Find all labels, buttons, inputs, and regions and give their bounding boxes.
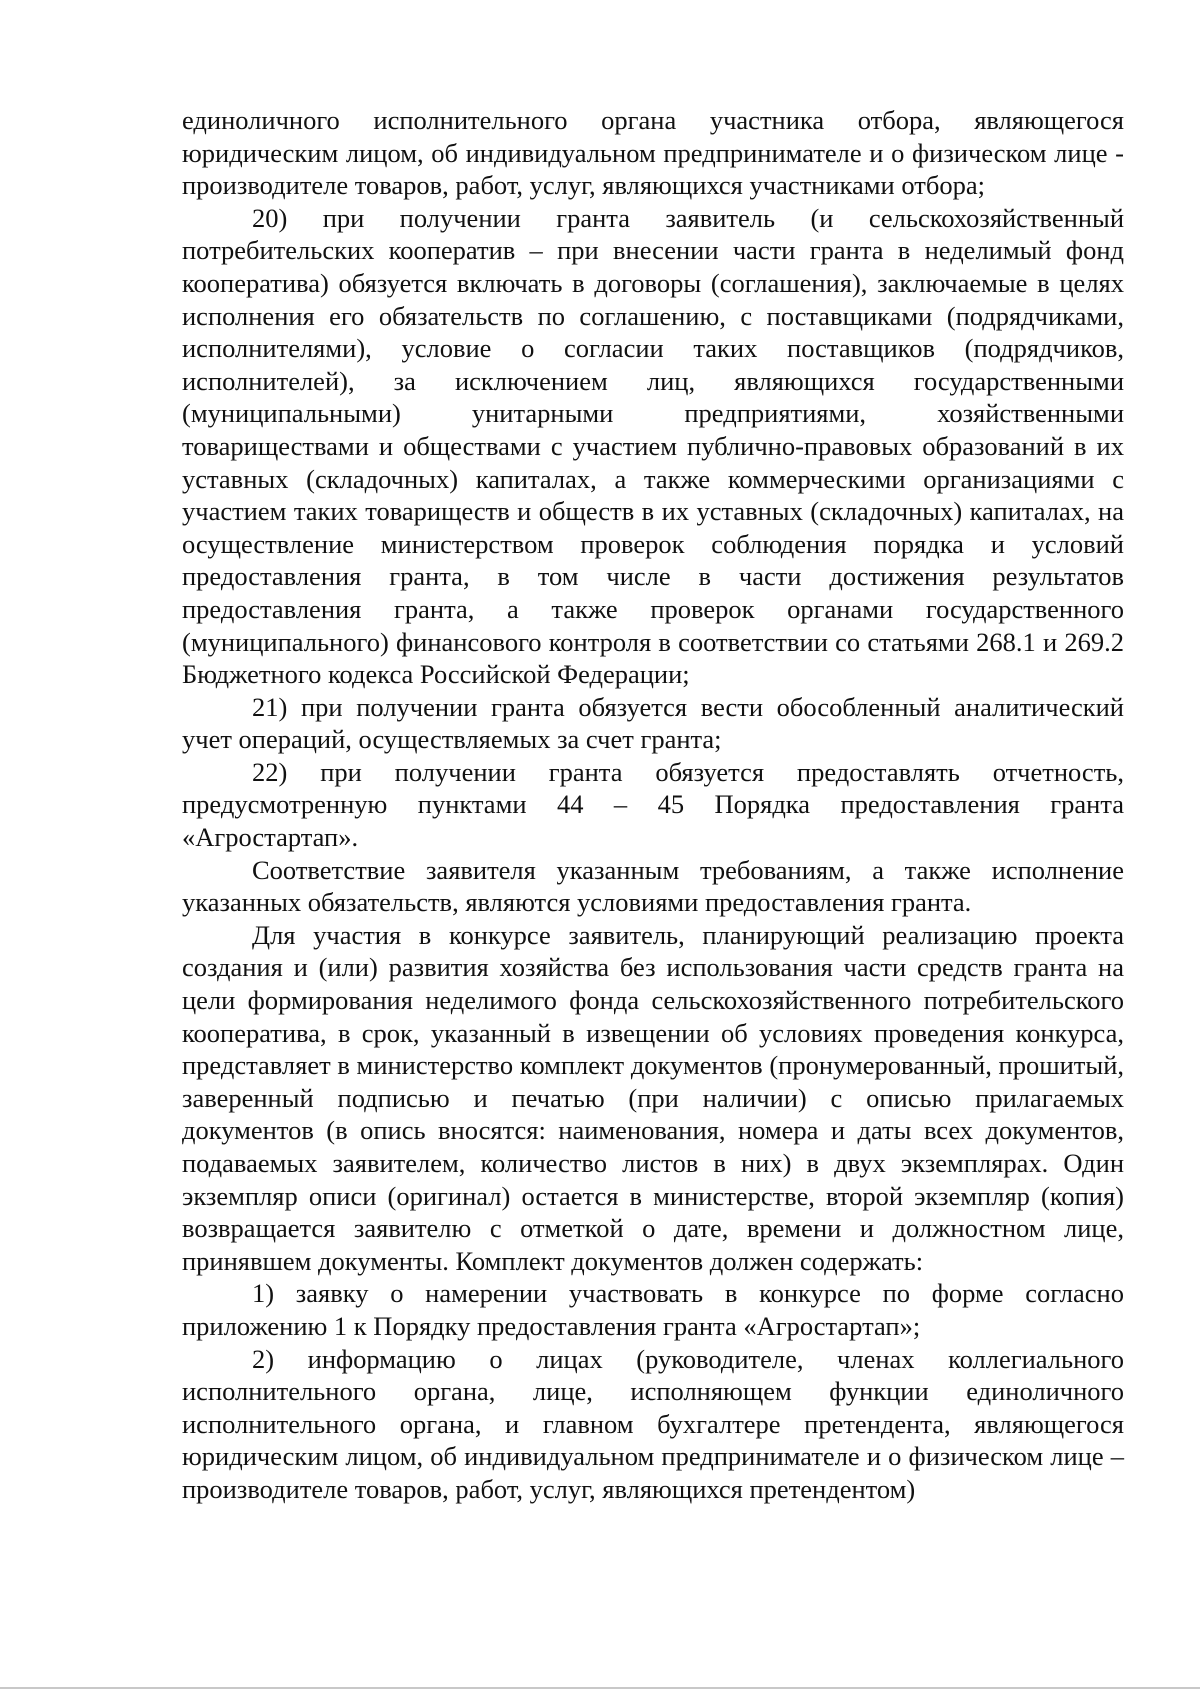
paragraph-participation: Для участия в конкурсе заявитель, планирующий реализацию проекта создания и (или) развития хозяйства без использования части средств гранта на цели формирования неделимого фонда сельскохозяйственного потребительского кооператива, в срок, указанный в извещении об условиях проведения конкурса, представляет в министерство комплект документов (пронумерованный, прошитый, заверенный подписью и печатью (при наличии) с описью прилагаемых документов (в опись вносятся: наименования, номера и даты всех документов, подаваемых заявителем, количество листов в них) в двух экземплярах. Один экземпляр описи (оригинал) остается в министерстве, второй экземпляр (копия) возвращается заявителю с отметкой о дате, времени и должностном лице, принявшем документы. Комплект документов должен содержать: (182, 919, 1124, 1276)
paragraph-item-20: 20) при получении гранта заявитель (и сельскохозяйственный потребительских кооператив – при внесении части гранта в неделимый фонд кооператива) обязуется включать в договоры (соглашения), заключаемые в целях исполнения его обязательств по соглашению, с поставщиками (подрядчиками, исполнителями), условие о согласии таких поставщиков (подрядчиков, исполнителей), за исключением лиц, являющихся государственными (муниципальными) унитарными предприятиями, хозяйственными товариществами и обществами с участием публично-правовых образований в их уставных (складочных) капиталах, а также коммерческими организациями с участием таких товариществ и обществ в их уставных (складочных) капиталах, на осуществление министерством проверок соблюдения порядка и условий предоставления гранта, в том числе в части достижения результатов предоставления гранта, а также проверок органами государственного (муниципального) финансового контроля в соответствии со статьями 268.1 и 269.2 Бюджетного кодекса Российской Федерации; (182, 202, 1124, 690)
paragraph-item-22: 22) при получении гранта обязуется предоставлять отчетность, предусмотренную пунктами 44 – 45 Порядка предоставления гранта «Агростартап». (182, 756, 1124, 853)
paragraph-continuation: единоличного исполнительного органа участника отбора, являющегося юридическим лицом, об индивидуальном предпринимателе и о физическом лице - производителе товаров, работ, услуг, являющихся участниками отбора; (182, 105, 1124, 201)
paragraph-conditions: Соответствие заявителя указанным требованиям, а также исполнение указанных обязательств, являются условиями предоставления гранта. (182, 854, 1124, 918)
paragraph-list-item-2: 2) информацию о лицах (руководителе, членах коллегиального исполнительного органа, лице, исполняющем функции единоличного исполнительного органа, и главном бухгалтере претендента, являющегося юридическим лицом, об индивидуальном предпринимателе и о физическом лице – производителе товаров, работ, услуг, являющихся претендентом) (182, 1343, 1124, 1504)
document-body (182, 104, 1124, 1506)
paragraph-item-21: 21) при получении гранта обязуется вести обособленный аналитический учет операций, осуществляемых за счет гранта; (182, 691, 1124, 755)
paragraph-list-item-1: 1) заявку о намерении участвовать в конкурсе по форме согласно приложению 1 к Порядку предоставления гранта «Агростартап»; (182, 1278, 1124, 1341)
scan-bottom-edge (0, 1687, 1200, 1689)
